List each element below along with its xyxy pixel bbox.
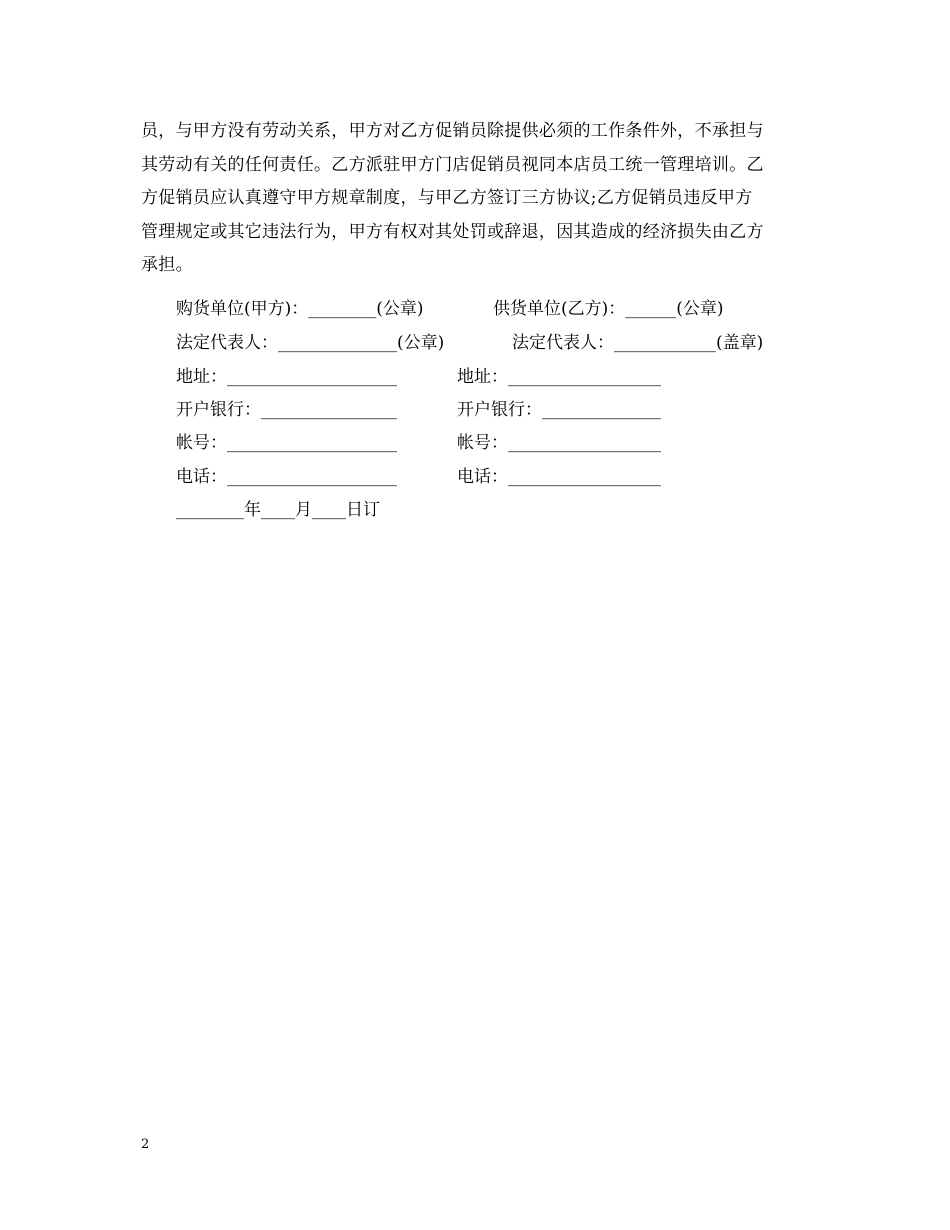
signature-row-bank	[176, 399, 661, 421]
paragraph-line: 员，与甲方没有劳动关系，甲方对乙方促销员除提供必须的工作条件外，不承担与	[141, 121, 764, 141]
buyer-unit-field: 购货单位(甲方)：________(公章)	[176, 299, 424, 319]
paragraph-line: 其劳动有关的任何责任。乙方派驻甲方门店促销员视同本店员工统一管理培训。乙	[141, 154, 764, 175]
signature-row-phone	[176, 466, 661, 488]
paragraph-line: 方促销员应认真遵守甲方规章制度，与甲乙方签订三方协议;乙方促销员违反甲方	[141, 188, 753, 208]
signature-date-line	[176, 499, 380, 521]
paragraph-line: 管理规定或其它违法行为，甲方有权对其处罚或辞退，因其造成的经济损失由乙方	[141, 221, 764, 242]
signature-row-representative	[176, 332, 764, 354]
date-field: ________年____月____日订	[176, 500, 380, 520]
buyer-representative-field: 法定代表人：______________(公章)	[176, 333, 445, 353]
supplier-phone-field: 电话：__________________	[457, 467, 661, 487]
signature-row-unit	[176, 298, 724, 320]
buyer-bank-field: 开户银行：________________	[176, 400, 397, 420]
supplier-unit-field: 供货单位(乙方)：______(公章)	[493, 299, 724, 319]
buyer-phone-field: 电话：____________________	[176, 467, 397, 487]
signature-row-account	[176, 432, 661, 454]
signature-row-address	[176, 366, 661, 388]
contract-paragraph	[141, 115, 813, 283]
supplier-address-field: 地址：__________________	[457, 367, 661, 387]
supplier-bank-field: 开户银行：______________	[457, 400, 661, 420]
buyer-account-field: 帐号：____________________	[176, 433, 397, 453]
page-number: 2	[141, 1137, 150, 1152]
paragraph-line: 承担。	[141, 255, 193, 275]
buyer-address-field: 地址：____________________	[176, 367, 397, 387]
supplier-account-field: 帐号：__________________	[457, 433, 661, 453]
supplier-representative-field: 法定代表人：____________(盖章)	[512, 333, 764, 353]
